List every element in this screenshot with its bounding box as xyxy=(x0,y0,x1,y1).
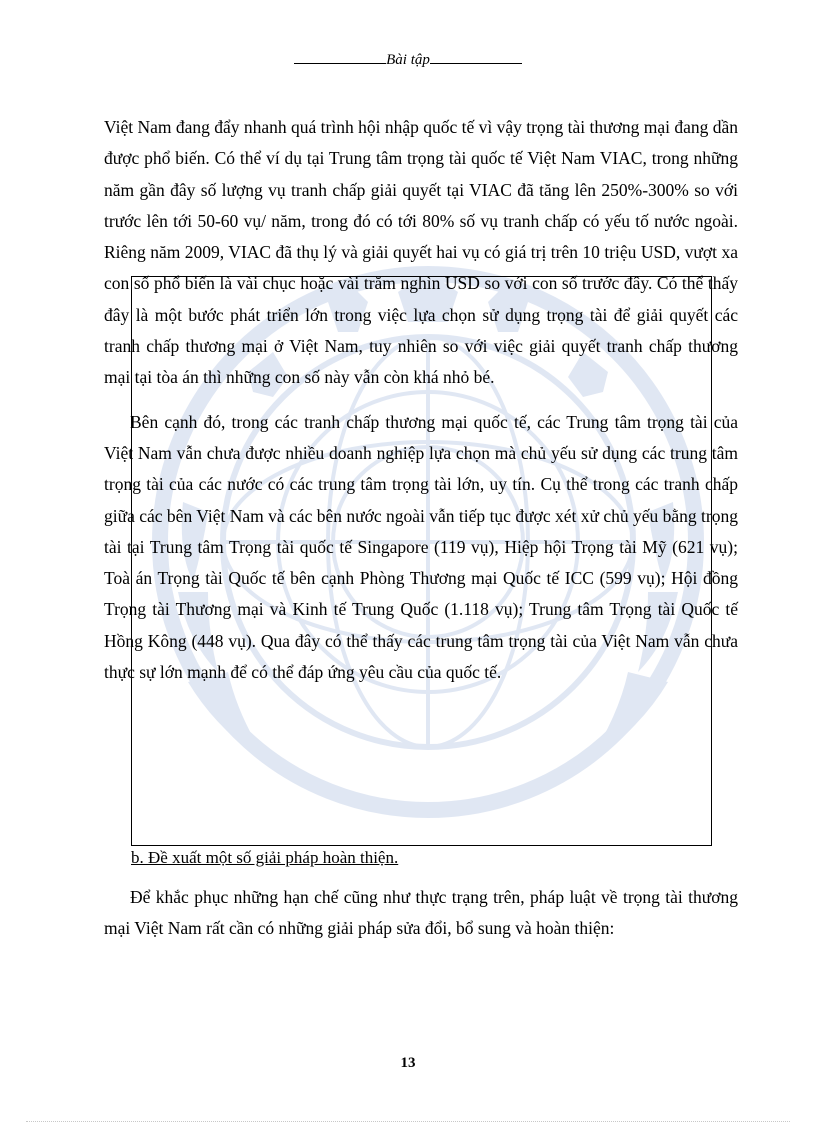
page-number: 13 xyxy=(400,1055,416,1071)
header-rule-left xyxy=(294,49,386,64)
paragraph: Bên cạnh đó, trong các tranh chấp thương mại quốc tế, các Trung tâm trọng tài của Việt Nam vẫn chưa được nhiều doanh nghiệp lựa chọn mà chủ yếu sử dụng các trung tâm trọng tài của các nước có các trung tâm trọng tài lớn, uy tín. Cụ thể trong các tranh chấp giữa các bên Việt Nam và các bên nước ngoài vẫn tiếp tục được xét xử chủ yếu bằng trọng tài tại Trung tâm Trọng tài quốc tế Singapore (119 vụ), Hiệp hội Trọng tài Mỹ (621 vụ); Toà án Trọng tài Quốc tế bên cạnh Phòng Thương mại Quốc tế ICC (599 vụ); Hội đồng Trọng tài Thương mại và Kinh tế Trung Quốc (1.118 vụ); Trung tâm Trọng tài Quốc tế Hồng Kông (448 vụ). Qua đây có thể thấy các trung tâm trọng tài của Việt Nam vẫn chưa thực sự lớn mạnh để có thể đáp ứng yêu cầu của quốc tế. xyxy=(104,411,738,683)
header-title: Bài tập xyxy=(386,52,430,68)
page-bottom-border xyxy=(26,1121,790,1122)
page-header xyxy=(0,49,816,69)
paragraph: Việt Nam đang đẩy nhanh quá trình hội nhập quốc tế vì vậy trọng tài thương mại đang dần được phổ biến. Có thể ví dụ tại Trung tâm trọng tài quốc tế Việt Nam VIAC, trong những năm gần đây số lượng vụ tranh chấp giải quyết tại VIAC đã tăng lên 250%-300% so với trước lên tới 50-60 vụ/ năm, trong đó có tới 80% số vụ tranh chấp có yếu tố nước ngoài. Riêng năm 2009, VIAC đã thụ lý và giải quyết hai vụ có giá trị trên 10 triệu USD, vượt xa con số phổ biến là vài chục hoặc vài trăm nghìn USD so với con số trước đây. Có thể thấy đây là một bước phát triển lớn trong việc lựa chọn sử dụng trọng tài để giải quyết các tranh chấp thương mại ở Việt Nam, tuy nhiên so với việc giải quyết tranh chấp thương mại tại tòa án thì những con số này vẫn còn khá nhỏ bé. xyxy=(104,117,738,388)
body-text xyxy=(104,112,738,688)
closing-paragraph: Để khắc phục những hạn chế cũng như thực trạng trên, pháp luật về trọng tài thương mại Việt Nam rất cần có những giải pháp sửa đổi, bổ sung và hoàn thiện: xyxy=(104,887,738,939)
section-heading: b. Đề xuất một số giải pháp hoàn thiện. xyxy=(131,848,399,867)
header-rule-right xyxy=(430,49,522,64)
